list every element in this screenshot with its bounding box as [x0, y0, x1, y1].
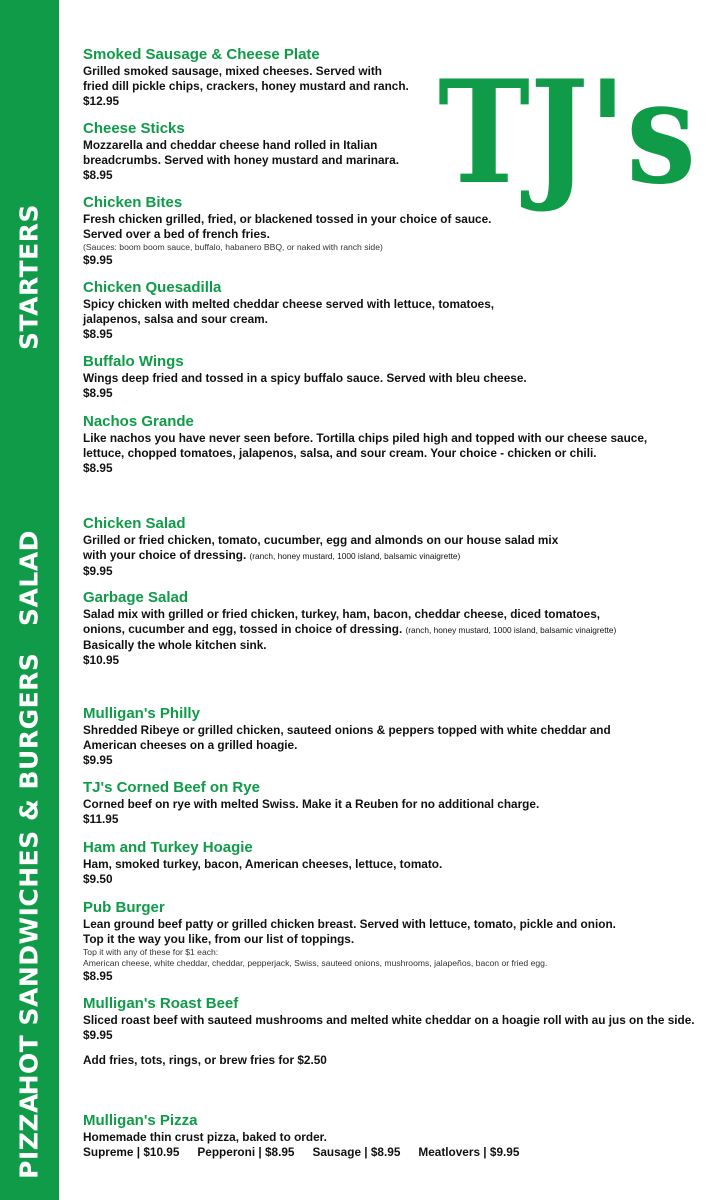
- item-description: Corned beef on rye with melted Swiss. Make it a Reuben for no additional charge.: [83, 797, 540, 811]
- pizza-option: Sausage | $8.95: [312, 1145, 401, 1159]
- item-price: $9.95: [83, 253, 113, 267]
- item-note: (Sauces: boom boom sauce, buffalo, habanero BBQ, or naked with ranch side): [83, 242, 383, 252]
- item-name: Garbage Salad: [83, 589, 189, 606]
- menu-item: [83, 589, 713, 668]
- menu-item: [83, 515, 713, 579]
- pizza-option: Supreme | $10.95: [83, 1145, 180, 1159]
- item-name: Pub Burger: [83, 899, 165, 916]
- item-description: Grilled smoked sausage, mixed cheeses. Served with: [83, 64, 382, 78]
- item-name: Buffalo Wings: [83, 353, 184, 370]
- item-description: Served over a bed of french fries.: [83, 227, 270, 241]
- item-name: Cheese Sticks: [83, 120, 185, 137]
- item-price: $9.95: [83, 564, 113, 578]
- item-price: $8.95: [83, 461, 113, 475]
- menu-item: [83, 279, 713, 342]
- item-description: jalapenos, salsa and sour cream.: [83, 312, 268, 326]
- item-description: lettuce, chopped tomatoes, jalapenos, salsa, and sour cream. Your choice - chicken or chili.: [83, 446, 597, 460]
- item-description: [83, 622, 713, 638]
- menu-item: [83, 194, 713, 268]
- sides-addon-note: Add fries, tots, rings, or brew fries for $2.50: [83, 1053, 327, 1067]
- item-price: $8.95: [83, 969, 113, 983]
- item-price: $9.50: [83, 872, 113, 886]
- item-description: Mozzarella and cheddar cheese hand rolled in Italian: [83, 138, 378, 152]
- item-price: $9.95: [83, 753, 113, 767]
- item-description-main: with your choice of dressing.: [83, 548, 247, 562]
- item-description: Sliced roast beef with sauteed mushrooms and melted white cheddar on a hoagie roll with au jus on the side.: [83, 1013, 695, 1027]
- item-description: Grilled or fried chicken, tomato, cucumber, egg and almonds on our house salad mix: [83, 533, 559, 547]
- item-note: American cheese, white cheddar, cheddar, pepperjack, Swiss, sauteed onions, mushrooms, jalapeños, bacon or fried egg.: [83, 958, 548, 968]
- menu-item: [83, 120, 713, 183]
- item-name: Chicken Quesadilla: [83, 279, 222, 296]
- item-description: Shredded Ribeye or grilled chicken, sauteed onions & peppers topped with white cheddar and: [83, 723, 611, 737]
- item-description: Lean ground beef patty or grilled chicken breast. Served with lettuce, tomato, pickle and onion.: [83, 917, 616, 931]
- section-label-salad: SALAD: [14, 530, 44, 626]
- item-price: $8.95: [83, 386, 113, 400]
- logo-text: TJ's: [438, 50, 696, 216]
- item-description: breadcrumbs. Served with honey mustard and marinara.: [83, 153, 399, 167]
- section-label-hot-sandwiches: HOT SANDWICHES & BURGERS: [14, 652, 44, 1096]
- menu-item: [83, 1112, 713, 1160]
- menu-item: [83, 839, 713, 887]
- item-description: Fresh chicken grilled, fried, or blackened tossed in your choice of sauce.: [83, 212, 492, 226]
- item-name: Nachos Grande: [83, 413, 194, 430]
- menu-item: [83, 705, 713, 768]
- item-description: Top it the way you like, from our list of toppings.: [83, 932, 355, 946]
- item-price: $11.95: [83, 812, 119, 826]
- menu-item: [83, 353, 713, 401]
- menu-item: [83, 995, 713, 1043]
- item-name: Mulligan's Roast Beef: [83, 995, 239, 1012]
- item-description: Ham, smoked turkey, bacon, American cheeses, lettuce, tomato.: [83, 857, 443, 871]
- item-name: Mulligan's Pizza: [83, 1112, 198, 1129]
- item-note: Top it with any of these for $1 each:: [83, 947, 219, 957]
- dressing-options: (ranch, honey mustard, 1000 island, balsamic vinaigrette): [249, 551, 461, 561]
- item-name: Smoked Sausage & Cheese Plate: [83, 46, 320, 63]
- menu-item: [83, 779, 713, 827]
- section-label-pizza: PIZZA: [14, 1093, 44, 1179]
- item-price: $8.95: [83, 168, 113, 182]
- item-description: fried dill pickle chips, crackers, honey mustard and ranch.: [83, 79, 409, 93]
- item-description: Like nachos you have never seen before. Tortilla chips piled high and topped with our cheese sauce,: [83, 431, 648, 445]
- pizza-options: [83, 1145, 713, 1160]
- item-description: Salad mix with grilled or fried chicken, turkey, ham, bacon, cheddar cheese, diced tomatoes,: [83, 607, 601, 621]
- pizza-option: Pepperoni | $8.95: [197, 1145, 295, 1159]
- item-description: American cheeses on a grilled hoagie.: [83, 738, 298, 752]
- item-description: Homemade thin crust pizza, baked to order.: [83, 1130, 327, 1144]
- item-name: Ham and Turkey Hoagie: [83, 839, 253, 856]
- menu-item: [83, 899, 713, 984]
- item-price: $12.95: [83, 94, 120, 108]
- item-name: Mulligan's Philly: [83, 705, 200, 722]
- item-description: Wings deep fried and tossed in a spicy buffalo sauce. Served with bleu cheese.: [83, 371, 527, 385]
- dressing-options: (ranch, honey mustard, 1000 island, balsamic vinaigrette): [405, 625, 617, 635]
- item-name: TJ's Corned Beef on Rye: [83, 779, 260, 796]
- item-name: Chicken Bites: [83, 194, 183, 211]
- item-description: Basically the whole kitchen sink.: [83, 638, 267, 652]
- section-label-starters: STARTERS: [14, 204, 44, 350]
- menu-item: [83, 413, 713, 476]
- menu-item: [83, 46, 713, 109]
- item-price: $10.95: [83, 653, 120, 667]
- item-price: $8.95: [83, 327, 113, 341]
- pizza-option: Meatlovers | $9.95: [418, 1145, 520, 1159]
- item-description: [83, 548, 713, 564]
- item-description-main: onions, cucumber and egg, tossed in choice of dressing.: [83, 622, 403, 636]
- item-price: $9.95: [83, 1028, 113, 1042]
- item-name: Chicken Salad: [83, 515, 186, 532]
- item-description: Spicy chicken with melted cheddar cheese served with lettuce, tomatoes,: [83, 297, 495, 311]
